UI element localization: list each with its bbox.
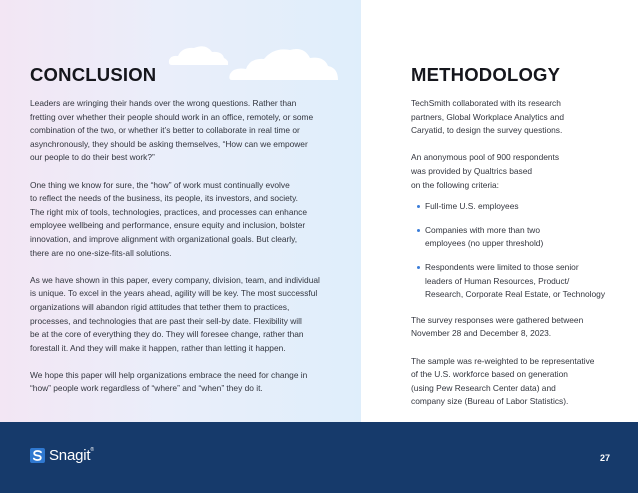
list-item: Companies with more than two employees (no upper threshold) <box>411 224 626 251</box>
conclusion-body <box>30 97 350 410</box>
conclusion-paragraph: One thing we know for sure, the “how” of work must continually evolve to reflect the needs of the business, its people, its investors, and society. The right mix of tools, technologies, practices, and processes can enhance employee wellbeing and performance, ensure equity and inclusion, bolster innovation, and improve alignment with organizational goals. But clearly, there are no one-size-fits-all solutions. <box>30 179 307 258</box>
criteria-list <box>411 200 626 302</box>
cloud-icon <box>166 43 230 65</box>
footer-bar <box>0 422 638 493</box>
snagit-logo <box>30 447 94 464</box>
list-item: Respondents were limited to those senior leaders of Human Resources, Product/ Research, Corporate Real Estate, or Technology <box>411 261 626 302</box>
logo-wordmark: Snagit® <box>49 447 94 464</box>
methodology-intro: TechSmith collaborated with its research partners, Global Workplace Analytics and Caryatid, to design the survey questions. <box>411 98 564 136</box>
conclusion-paragraph: We hope this paper will help organizations embrace the need for change in “how” people work regardless of “where” and “when” they do it. <box>30 369 308 394</box>
methodology-heading: METHODOLOGY <box>411 64 561 85</box>
conclusion-paragraph: Leaders are wringing their hands over the wrong questions. Rather than fretting over whether their people should work in an office, remotely, or some combination of the two, or whether it’s better to collaborate in real time or asynchronously, they should be asking themselves, “How can we empower our people to do their best work?” <box>30 98 314 163</box>
conclusion-paragraph: As we have shown in this paper, every company, division, team, and individual is unique. To excel in the years ahead, agility will be key. The most successful organizations will abandon rigid attitudes that tether them to practices, processes, and technologies that are past their sell-by date. Flexibility will be at the core of everything they do. They will foresee change, rather than forestall it. And they will make it happen, rather than letting it happen. <box>30 274 320 353</box>
methodology-dates: The survey responses were gathered between November 28 and December 8, 2023. <box>411 314 584 339</box>
page-number: 27 <box>599 453 610 463</box>
list-item: Full-time U.S. employees <box>411 200 626 214</box>
snagit-logo-icon <box>30 448 45 463</box>
cloud-icon <box>228 46 340 80</box>
methodology-weighting: The sample was re-weighted to be representative of the U.S. workforce based on generation (using Pew Research Center data) and company size (Bureau of Labor Statistics). <box>411 355 595 407</box>
methodology-body <box>411 97 626 422</box>
methodology-pool: An anonymous pool of 900 respondents was provided by Qualtrics based on the following criteria: <box>411 152 560 190</box>
conclusion-heading: CONCLUSION <box>30 64 157 85</box>
trademark-symbol: ® <box>90 447 94 453</box>
